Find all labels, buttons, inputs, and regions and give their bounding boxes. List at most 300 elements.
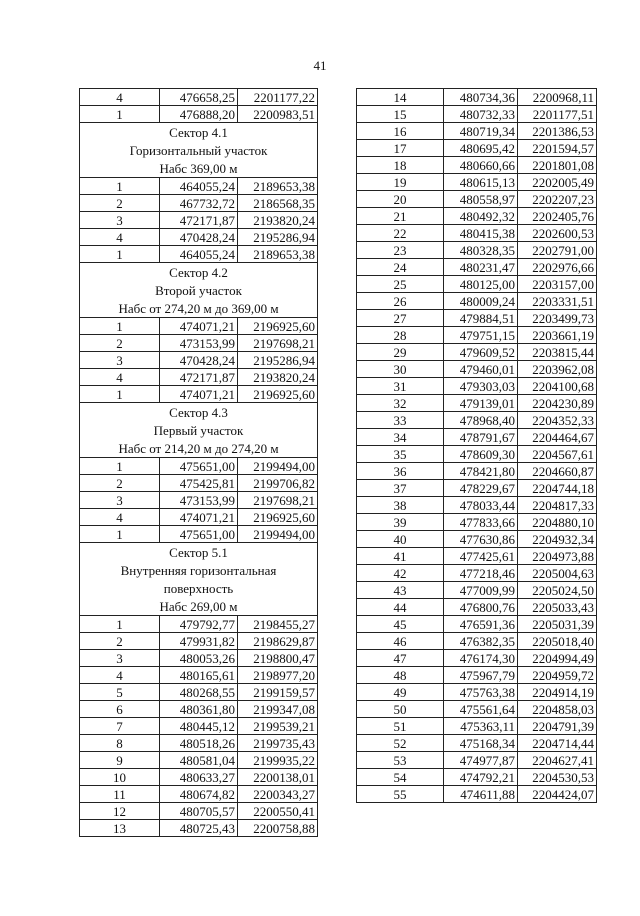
section-header-cell: Горизонтальный участок [80, 141, 318, 159]
x-coordinate-cell: 474792,21 [444, 769, 518, 786]
table-row [357, 395, 597, 412]
point-number-cell: 23 [357, 242, 444, 259]
x-coordinate-cell: 477630,86 [444, 531, 518, 548]
point-number-cell: 4 [80, 667, 160, 684]
point-number-cell: 34 [357, 429, 444, 446]
table-row [357, 123, 597, 140]
point-number-cell: 36 [357, 463, 444, 480]
point-number-cell: 55 [357, 786, 444, 803]
y-coordinate-cell: 2193820,24 [238, 369, 318, 386]
x-coordinate-cell: 480734,36 [444, 89, 518, 106]
point-number-cell: 17 [357, 140, 444, 157]
table-row [357, 361, 597, 378]
y-coordinate-cell: 2202976,66 [518, 259, 597, 276]
section-header-row [80, 123, 318, 142]
table-row [80, 352, 318, 369]
x-coordinate-cell: 477218,46 [444, 565, 518, 582]
y-coordinate-cell: 2197698,21 [238, 492, 318, 509]
y-coordinate-cell: 2201594,57 [518, 140, 597, 157]
y-coordinate-cell: 2204627,41 [518, 752, 597, 769]
y-coordinate-cell: 2199735,43 [238, 735, 318, 752]
y-coordinate-cell: 2193820,24 [238, 212, 318, 229]
x-coordinate-cell: 474071,21 [160, 386, 238, 403]
coordinates-table-left-body [80, 89, 318, 837]
x-coordinate-cell: 474071,21 [160, 318, 238, 335]
point-number-cell: 51 [357, 718, 444, 735]
x-coordinate-cell: 470428,24 [160, 352, 238, 369]
section-header-row [80, 263, 318, 282]
y-coordinate-cell: 2189653,38 [238, 246, 318, 263]
y-coordinate-cell: 2202207,23 [518, 191, 597, 208]
x-coordinate-cell: 477425,61 [444, 548, 518, 565]
point-number-cell: 9 [80, 752, 160, 769]
point-number-cell: 10 [80, 769, 160, 786]
point-number-cell: 13 [80, 820, 160, 837]
point-number-cell: 32 [357, 395, 444, 412]
point-number-cell: 52 [357, 735, 444, 752]
point-number-cell: 48 [357, 667, 444, 684]
y-coordinate-cell: 2201177,51 [518, 106, 597, 123]
x-coordinate-cell: 480660,66 [444, 157, 518, 174]
x-coordinate-cell: 475763,38 [444, 684, 518, 701]
x-coordinate-cell: 476382,35 [444, 633, 518, 650]
y-coordinate-cell: 2204973,88 [518, 548, 597, 565]
point-number-cell: 27 [357, 310, 444, 327]
point-number-cell: 3 [80, 492, 160, 509]
table-row [80, 820, 318, 837]
y-coordinate-cell: 2202005,49 [518, 174, 597, 191]
point-number-cell: 49 [357, 684, 444, 701]
section-header-cell: Набс 269,00 м [80, 597, 318, 616]
section-header-row [80, 141, 318, 159]
section-header-row [80, 421, 318, 439]
table-row [357, 208, 597, 225]
table-row [357, 344, 597, 361]
point-number-cell: 45 [357, 616, 444, 633]
point-number-cell: 2 [80, 633, 160, 650]
section-header-row [80, 543, 318, 562]
table-row [80, 369, 318, 386]
y-coordinate-cell: 2186568,35 [238, 195, 318, 212]
x-coordinate-cell: 480581,04 [160, 752, 238, 769]
y-coordinate-cell: 2203962,08 [518, 361, 597, 378]
point-number-cell: 2 [80, 475, 160, 492]
section-header-cell: Первый участок [80, 421, 318, 439]
x-coordinate-cell: 478421,80 [444, 463, 518, 480]
point-number-cell: 3 [80, 650, 160, 667]
table-row [357, 616, 597, 633]
x-coordinate-cell: 476800,76 [444, 599, 518, 616]
x-coordinate-cell: 479884,51 [444, 310, 518, 327]
y-coordinate-cell: 2200758,88 [238, 820, 318, 837]
point-number-cell: 1 [80, 458, 160, 475]
table-row [357, 327, 597, 344]
point-number-cell: 19 [357, 174, 444, 191]
y-coordinate-cell: 2200138,01 [238, 769, 318, 786]
y-coordinate-cell: 2199706,82 [238, 475, 318, 492]
x-coordinate-cell: 480328,35 [444, 242, 518, 259]
x-coordinate-cell: 472171,87 [160, 212, 238, 229]
point-number-cell: 1 [80, 386, 160, 403]
table-row [80, 106, 318, 123]
x-coordinate-cell: 474611,88 [444, 786, 518, 803]
table-row [357, 412, 597, 429]
point-number-cell: 15 [357, 106, 444, 123]
x-coordinate-cell: 475363,11 [444, 718, 518, 735]
x-coordinate-cell: 475425,81 [160, 475, 238, 492]
x-coordinate-cell: 476658,25 [160, 89, 238, 106]
table-row [80, 195, 318, 212]
y-coordinate-cell: 2202600,53 [518, 225, 597, 242]
x-coordinate-cell: 480053,26 [160, 650, 238, 667]
section-header-row [80, 403, 318, 422]
table-row [357, 174, 597, 191]
table-row [357, 667, 597, 684]
y-coordinate-cell: 2202791,00 [518, 242, 597, 259]
section-header-cell: Набс от 214,20 м до 274,20 м [80, 439, 318, 458]
section-header-row [80, 597, 318, 616]
table-row [80, 229, 318, 246]
table-row [80, 718, 318, 735]
x-coordinate-cell: 480558,97 [444, 191, 518, 208]
table-row [357, 276, 597, 293]
x-coordinate-cell: 480615,13 [444, 174, 518, 191]
point-number-cell: 14 [357, 89, 444, 106]
point-number-cell: 1 [80, 178, 160, 195]
y-coordinate-cell: 2205004,63 [518, 565, 597, 582]
x-coordinate-cell: 479460,01 [444, 361, 518, 378]
point-number-cell: 1 [80, 106, 160, 123]
y-coordinate-cell: 2203499,73 [518, 310, 597, 327]
x-coordinate-cell: 478968,40 [444, 412, 518, 429]
y-coordinate-cell: 2203331,51 [518, 293, 597, 310]
x-coordinate-cell: 472171,87 [160, 369, 238, 386]
y-coordinate-cell: 2201801,08 [518, 157, 597, 174]
x-coordinate-cell: 474071,21 [160, 509, 238, 526]
y-coordinate-cell: 2202405,76 [518, 208, 597, 225]
x-coordinate-cell: 479139,01 [444, 395, 518, 412]
point-number-cell: 47 [357, 650, 444, 667]
x-coordinate-cell: 477009,99 [444, 582, 518, 599]
table-row [80, 803, 318, 820]
y-coordinate-cell: 2204530,53 [518, 769, 597, 786]
point-number-cell: 2 [80, 195, 160, 212]
x-coordinate-cell: 480695,42 [444, 140, 518, 157]
x-coordinate-cell: 480719,34 [444, 123, 518, 140]
x-coordinate-cell: 474977,87 [444, 752, 518, 769]
section-header-cell: Набс 369,00 м [80, 159, 318, 178]
x-coordinate-cell: 480415,38 [444, 225, 518, 242]
y-coordinate-cell: 2204994,49 [518, 650, 597, 667]
y-coordinate-cell: 2204567,61 [518, 446, 597, 463]
y-coordinate-cell: 2199494,00 [238, 526, 318, 543]
point-number-cell: 16 [357, 123, 444, 140]
y-coordinate-cell: 2204100,68 [518, 378, 597, 395]
point-number-cell: 37 [357, 480, 444, 497]
table-row [357, 157, 597, 174]
y-coordinate-cell: 2199494,00 [238, 458, 318, 475]
table-row [357, 565, 597, 582]
section-header-row [80, 579, 318, 597]
section-header-cell: Сектор 4.1 [80, 123, 318, 142]
point-number-cell: 4 [80, 509, 160, 526]
point-number-cell: 42 [357, 565, 444, 582]
x-coordinate-cell: 478609,30 [444, 446, 518, 463]
y-coordinate-cell: 2204714,44 [518, 735, 597, 752]
table-row [80, 212, 318, 229]
y-coordinate-cell: 2204660,87 [518, 463, 597, 480]
point-number-cell: 40 [357, 531, 444, 548]
table-row [357, 718, 597, 735]
coordinates-table-left [79, 88, 318, 837]
table-row [80, 89, 318, 106]
table-row [357, 514, 597, 531]
point-number-cell: 46 [357, 633, 444, 650]
y-coordinate-cell: 2204230,89 [518, 395, 597, 412]
x-coordinate-cell: 480518,26 [160, 735, 238, 752]
point-number-cell: 35 [357, 446, 444, 463]
section-header-row [80, 281, 318, 299]
table-row [357, 310, 597, 327]
x-coordinate-cell: 478229,67 [444, 480, 518, 497]
table-row [80, 475, 318, 492]
point-number-cell: 26 [357, 293, 444, 310]
table-row [80, 650, 318, 667]
section-header-row [80, 561, 318, 579]
y-coordinate-cell: 2198800,47 [238, 650, 318, 667]
section-header-cell: Сектор 4.3 [80, 403, 318, 422]
y-coordinate-cell: 2201386,53 [518, 123, 597, 140]
table-row [357, 463, 597, 480]
y-coordinate-cell: 2204791,39 [518, 718, 597, 735]
table-row [357, 548, 597, 565]
table-row [357, 735, 597, 752]
table-row [80, 633, 318, 650]
y-coordinate-cell: 2200550,41 [238, 803, 318, 820]
x-coordinate-cell: 480361,80 [160, 701, 238, 718]
y-coordinate-cell: 2189653,38 [238, 178, 318, 195]
table-row [357, 191, 597, 208]
table-row [357, 242, 597, 259]
x-coordinate-cell: 467732,72 [160, 195, 238, 212]
x-coordinate-cell: 480705,57 [160, 803, 238, 820]
table-row [80, 509, 318, 526]
x-coordinate-cell: 475651,00 [160, 458, 238, 475]
x-coordinate-cell: 477833,66 [444, 514, 518, 531]
y-coordinate-cell: 2204880,10 [518, 514, 597, 531]
x-coordinate-cell: 480009,24 [444, 293, 518, 310]
section-header-row [80, 299, 318, 318]
table-row [357, 582, 597, 599]
x-coordinate-cell: 480445,12 [160, 718, 238, 735]
section-header-cell: Сектор 5.1 [80, 543, 318, 562]
point-number-cell: 43 [357, 582, 444, 599]
y-coordinate-cell: 2200983,51 [238, 106, 318, 123]
point-number-cell: 3 [80, 212, 160, 229]
point-number-cell: 41 [357, 548, 444, 565]
table-row [357, 633, 597, 650]
section-header-cell: поверхность [80, 579, 318, 597]
table-row [80, 769, 318, 786]
point-number-cell: 33 [357, 412, 444, 429]
table-row [357, 89, 597, 106]
point-number-cell: 31 [357, 378, 444, 395]
point-number-cell: 39 [357, 514, 444, 531]
page-number: 41 [313, 58, 327, 73]
y-coordinate-cell: 2198629,87 [238, 633, 318, 650]
y-coordinate-cell: 2196925,60 [238, 318, 318, 335]
table-row [357, 497, 597, 514]
point-number-cell: 44 [357, 599, 444, 616]
y-coordinate-cell: 2204424,07 [518, 786, 597, 803]
table-row [357, 769, 597, 786]
x-coordinate-cell: 479751,15 [444, 327, 518, 344]
table-row [357, 684, 597, 701]
table-row [357, 429, 597, 446]
x-coordinate-cell: 479931,82 [160, 633, 238, 650]
table-row [80, 492, 318, 509]
point-number-cell: 5 [80, 684, 160, 701]
table-row [80, 786, 318, 803]
section-header-cell: Второй участок [80, 281, 318, 299]
table-row [357, 140, 597, 157]
y-coordinate-cell: 2195286,94 [238, 229, 318, 246]
x-coordinate-cell: 480725,43 [160, 820, 238, 837]
x-coordinate-cell: 479303,03 [444, 378, 518, 395]
x-coordinate-cell: 475168,34 [444, 735, 518, 752]
y-coordinate-cell: 2201177,22 [238, 89, 318, 106]
point-number-cell: 4 [80, 369, 160, 386]
point-number-cell: 1 [80, 246, 160, 263]
y-coordinate-cell: 2203815,44 [518, 344, 597, 361]
point-number-cell: 30 [357, 361, 444, 378]
x-coordinate-cell: 473153,99 [160, 492, 238, 509]
y-coordinate-cell: 2199539,21 [238, 718, 318, 735]
table-row [80, 684, 318, 701]
table-row [80, 616, 318, 633]
point-number-cell: 4 [80, 89, 160, 106]
y-coordinate-cell: 2205018,40 [518, 633, 597, 650]
section-header-cell: Сектор 4.2 [80, 263, 318, 282]
x-coordinate-cell: 476591,36 [444, 616, 518, 633]
table-row [357, 293, 597, 310]
table-row [80, 335, 318, 352]
y-coordinate-cell: 2196925,60 [238, 509, 318, 526]
point-number-cell: 54 [357, 769, 444, 786]
x-coordinate-cell: 479609,52 [444, 344, 518, 361]
table-row [357, 480, 597, 497]
y-coordinate-cell: 2198455,27 [238, 616, 318, 633]
y-coordinate-cell: 2204744,18 [518, 480, 597, 497]
y-coordinate-cell: 2205031,39 [518, 616, 597, 633]
x-coordinate-cell: 478791,67 [444, 429, 518, 446]
table-row [357, 225, 597, 242]
point-number-cell: 4 [80, 229, 160, 246]
table-row [357, 786, 597, 803]
x-coordinate-cell: 480268,55 [160, 684, 238, 701]
table-row [357, 106, 597, 123]
table-row [357, 701, 597, 718]
table-row [357, 378, 597, 395]
x-coordinate-cell: 480165,61 [160, 667, 238, 684]
y-coordinate-cell: 2204932,34 [518, 531, 597, 548]
y-coordinate-cell: 2203661,19 [518, 327, 597, 344]
y-coordinate-cell: 2204858,03 [518, 701, 597, 718]
x-coordinate-cell: 479792,77 [160, 616, 238, 633]
x-coordinate-cell: 464055,24 [160, 246, 238, 263]
x-coordinate-cell: 476174,30 [444, 650, 518, 667]
point-number-cell: 38 [357, 497, 444, 514]
y-coordinate-cell: 2204914,19 [518, 684, 597, 701]
x-coordinate-cell: 480231,47 [444, 259, 518, 276]
y-coordinate-cell: 2205033,43 [518, 599, 597, 616]
table-row [357, 650, 597, 667]
point-number-cell: 20 [357, 191, 444, 208]
y-coordinate-cell: 2196925,60 [238, 386, 318, 403]
table-row [80, 246, 318, 263]
section-header-row [80, 159, 318, 178]
point-number-cell: 1 [80, 616, 160, 633]
table-row [357, 446, 597, 463]
y-coordinate-cell: 2199935,22 [238, 752, 318, 769]
y-coordinate-cell: 2200968,11 [518, 89, 597, 106]
x-coordinate-cell: 470428,24 [160, 229, 238, 246]
table-row [80, 526, 318, 543]
point-number-cell: 50 [357, 701, 444, 718]
point-number-cell: 7 [80, 718, 160, 735]
table-row [80, 178, 318, 195]
x-coordinate-cell: 464055,24 [160, 178, 238, 195]
x-coordinate-cell: 476888,20 [160, 106, 238, 123]
x-coordinate-cell: 480674,82 [160, 786, 238, 803]
point-number-cell: 11 [80, 786, 160, 803]
x-coordinate-cell: 480633,27 [160, 769, 238, 786]
table-row [80, 458, 318, 475]
x-coordinate-cell: 480732,33 [444, 106, 518, 123]
table-row [80, 667, 318, 684]
x-coordinate-cell: 480492,32 [444, 208, 518, 225]
y-coordinate-cell: 2205024,50 [518, 582, 597, 599]
point-number-cell: 29 [357, 344, 444, 361]
point-number-cell: 18 [357, 157, 444, 174]
y-coordinate-cell: 2204817,33 [518, 497, 597, 514]
y-coordinate-cell: 2199159,57 [238, 684, 318, 701]
point-number-cell: 24 [357, 259, 444, 276]
section-header-cell: Внутренняя горизонтальная [80, 561, 318, 579]
y-coordinate-cell: 2200343,27 [238, 786, 318, 803]
table-row [357, 531, 597, 548]
section-header-row [80, 439, 318, 458]
coordinates-table-right [356, 88, 597, 803]
y-coordinate-cell: 2195286,94 [238, 352, 318, 369]
y-coordinate-cell: 2204959,72 [518, 667, 597, 684]
point-number-cell: 53 [357, 752, 444, 769]
x-coordinate-cell: 475561,64 [444, 701, 518, 718]
point-number-cell: 12 [80, 803, 160, 820]
table-row [357, 259, 597, 276]
point-number-cell: 25 [357, 276, 444, 293]
table-row [80, 318, 318, 335]
coordinates-table-right-body [357, 89, 597, 803]
table-row [357, 599, 597, 616]
y-coordinate-cell: 2204352,33 [518, 412, 597, 429]
point-number-cell: 6 [80, 701, 160, 718]
y-coordinate-cell: 2199347,08 [238, 701, 318, 718]
table-row [80, 752, 318, 769]
point-number-cell: 2 [80, 335, 160, 352]
point-number-cell: 1 [80, 526, 160, 543]
x-coordinate-cell: 475651,00 [160, 526, 238, 543]
